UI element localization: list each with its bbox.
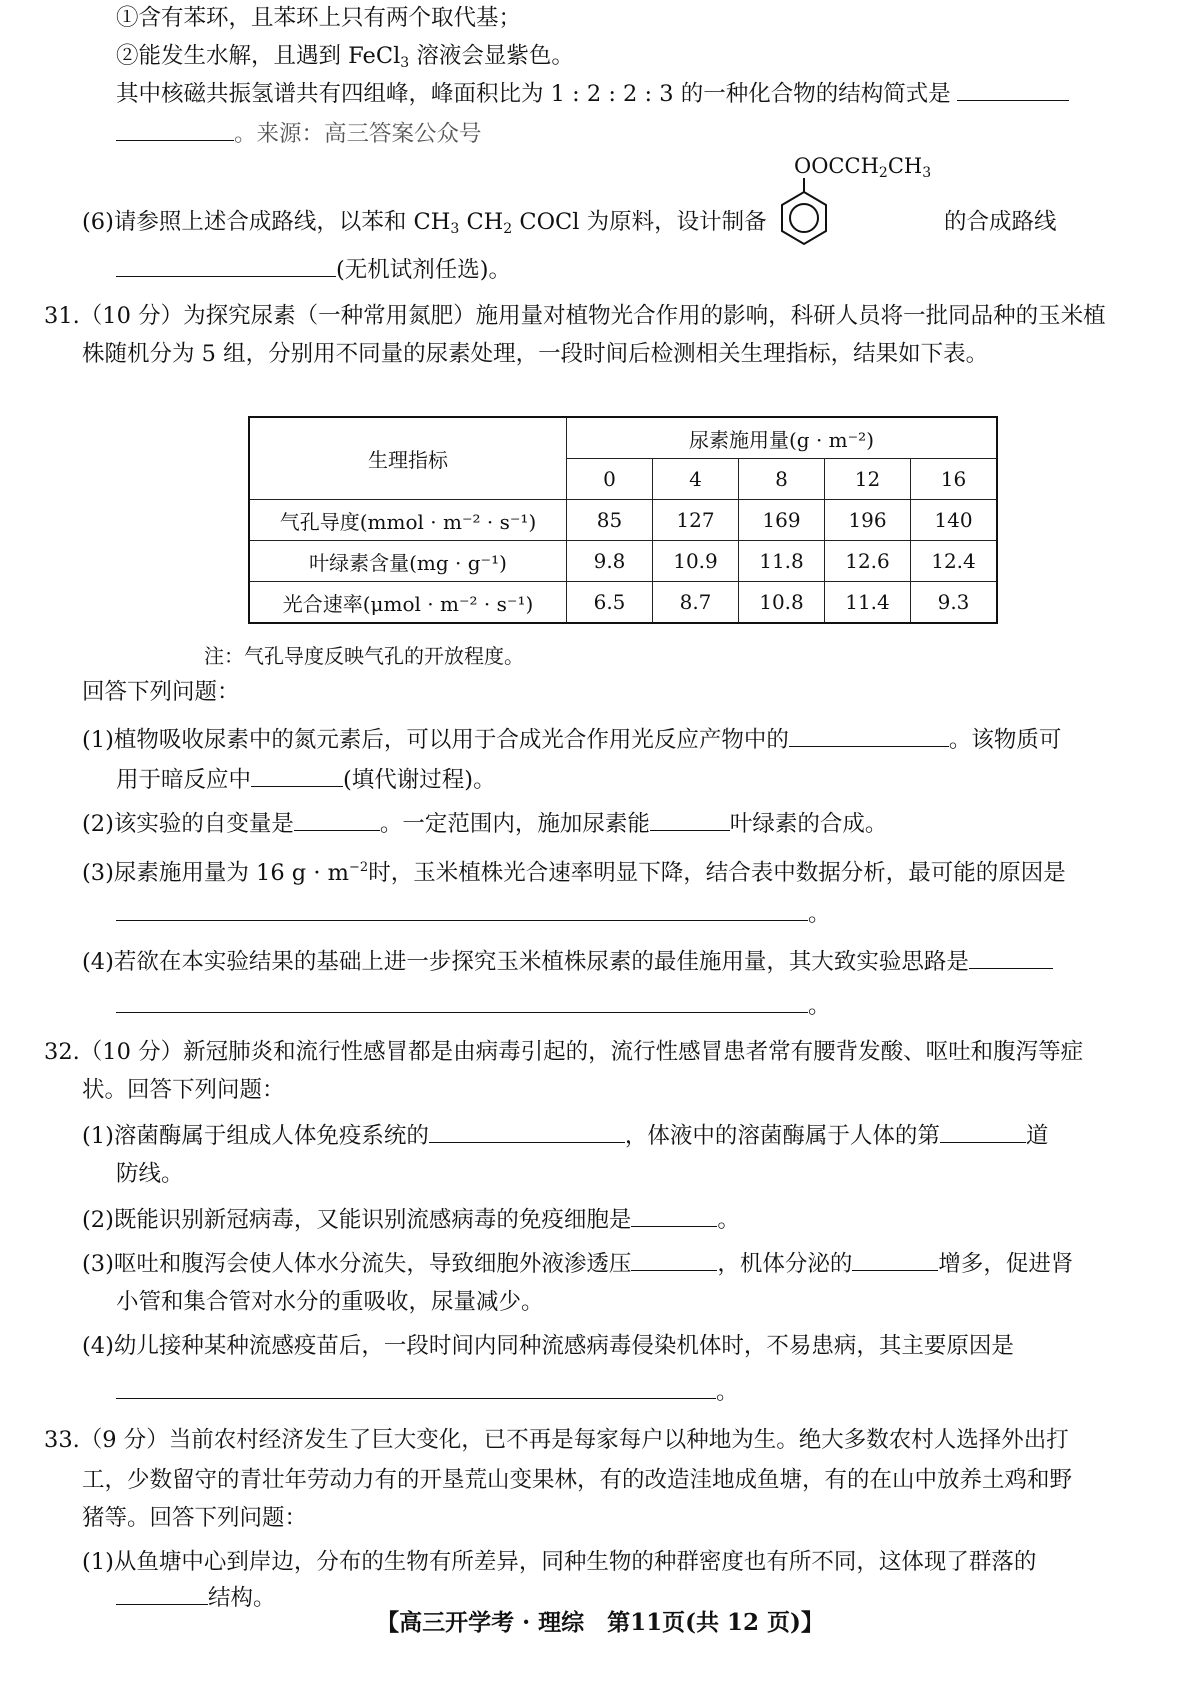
dose-cell: 4 (653, 459, 739, 500)
value-cell: 8.7 (653, 582, 739, 624)
q6-sub: 2 (503, 221, 513, 237)
dose-cell: 16 (911, 459, 998, 500)
value-cell: 11.8 (739, 541, 825, 582)
answer-blank[interactable] (116, 252, 336, 277)
period: 。 (808, 993, 831, 1019)
answer-blank[interactable] (957, 76, 1069, 101)
q32-part1-cont: 防线。 (116, 1161, 184, 1187)
value-cell: 9.3 (911, 582, 998, 624)
q32-part2 (82, 1202, 740, 1236)
value-cell: 196 (825, 500, 911, 541)
answer-blank[interactable] (789, 722, 949, 747)
answer-blank[interactable] (116, 1580, 208, 1605)
condition-2-text: ②能发生水解，且遇到 FeCl (116, 43, 401, 69)
q31-part2-text: 叶绿素的合成。 (729, 811, 888, 837)
q31-part2-text: (2)该实验的自变量是 (82, 811, 294, 837)
value-cell: 140 (911, 500, 998, 541)
q31-part2 (82, 806, 887, 840)
value-cell: 6.5 (567, 582, 653, 624)
value-cell: 10.8 (739, 582, 825, 624)
table-col-header: 尿素施用量(g · m⁻²) (567, 417, 998, 459)
q33-stem-line2: 工，少数留守的青壮年劳动力有的开垦荒山变果林，有的改造洼地成鱼塘，有的在山中放养土鸡和野 (82, 1467, 1073, 1493)
answer-blank[interactable] (251, 762, 343, 787)
answer-blank[interactable] (969, 944, 1053, 969)
answer-blank[interactable] (852, 1246, 938, 1271)
q31-part3-text: (3)尿素施用量为 16 g · m (82, 860, 350, 886)
q33-stem-line1: 33.（9 分）当前农村经济发生了巨大变化，已不再是每家每户以种地为生。绝大多数农村人选择外出打 (44, 1427, 1069, 1453)
q31-part4-answer (116, 988, 831, 1022)
q32-part3-text: (3)呕吐和腹泻会使人体水分流失，导致细胞外液渗透压 (82, 1251, 632, 1277)
q31-part1 (82, 722, 1061, 756)
period: 。 (808, 901, 831, 927)
answer-blank[interactable] (650, 806, 730, 831)
q33-stem-line3: 猪等。回答下列问题： (82, 1505, 308, 1531)
q32-part3-cont: 小管和集合管对水分的重吸收，尿量减少。 (116, 1289, 544, 1315)
row-label: 气孔导度(mmol · m⁻² · s⁻¹) (249, 500, 567, 541)
q31-part3-text: 时，玉米植株光合速率明显下降，结合表中数据分析，最可能的原因是 (368, 860, 1066, 886)
answer-blank[interactable] (631, 1202, 717, 1227)
nmr-question-text: 其中核磁共振氢谱共有四组峰，峰面积比为 1 : 2 : 2 : 3 的一种化合物的结构简式是 (116, 81, 951, 107)
answer-blank[interactable] (116, 116, 234, 141)
q6-text: (6)请参照上述合成路线，以苯和 CH (82, 209, 451, 235)
q31-stem-line2: 株随机分为 5 组，分别用不同量的尿素处理，一段时间后检测相关生理指标，结果如下表。 (82, 341, 989, 367)
q6-text: CH (459, 209, 504, 235)
dose-cell: 12 (825, 459, 911, 500)
q32-part1-text: 道 (1025, 1123, 1049, 1149)
table-note: 注：气孔导度反映气孔的开放程度。 (204, 644, 524, 668)
table-row (249, 582, 997, 624)
substituent-sub: 2 (878, 165, 888, 181)
q32-part1 (82, 1118, 1048, 1152)
q6-tail: (无机试剂任选)。 (336, 257, 512, 283)
condition-2 (116, 40, 574, 79)
q32-stem-line2: 状。回答下列问题： (82, 1077, 285, 1103)
q31-part2-text: 。一定范围内，施加尿素能 (379, 811, 650, 837)
q6-stem (82, 206, 767, 245)
answer-blank[interactable] (116, 896, 808, 921)
answer-blank[interactable] (940, 1118, 1026, 1143)
source-text: 。来源：高三答案公众号 (234, 121, 482, 147)
q32-part3-text: 增多，促进肾 (938, 1251, 1074, 1277)
nmr-question (116, 76, 1069, 110)
q32-part4-answer (116, 1374, 739, 1408)
q32-part1-text: (1)溶菌酶属于组成人体免疫系统的 (82, 1123, 429, 1149)
condition-2-subscript: 3 (400, 55, 410, 71)
q32-part1-text: ，体液中的溶菌酶属于人体的第 (624, 1123, 940, 1149)
q31-part3-sup: −2 (349, 860, 369, 875)
q31-part1-text: 用于暗反应中 (116, 767, 252, 793)
urea-data-table (248, 416, 998, 624)
q33-part1-text: 结构。 (208, 1585, 276, 1611)
q31-part1-text: (1)植物吸收尿素中的氮元素后，可以用于合成光合作用光反应产物中的 (82, 727, 789, 753)
condition-2-tail: 溶液会显紫色。 (409, 43, 574, 69)
q31-part3 (82, 852, 1066, 889)
value-cell: 9.8 (567, 541, 653, 582)
value-cell: 169 (739, 500, 825, 541)
q31-part1-cont (116, 762, 496, 796)
table-row (249, 500, 997, 541)
q6-text: COCl 为原料，设计制备 (512, 209, 767, 235)
substituent-sub: 3 (922, 165, 932, 181)
dose-cell: 0 (567, 459, 653, 500)
q32-part2-text: 。 (717, 1207, 740, 1233)
answer-intro: 回答下列问题： (82, 679, 240, 705)
period: 。 (716, 1379, 739, 1405)
q31-part1-text: (填代谢过程)。 (343, 767, 496, 793)
q32-part3 (82, 1246, 1073, 1280)
table-row-header: 生理指标 (249, 417, 567, 500)
q32-part2-text: (2)既能识别新冠病毒，又能识别流感病毒的免疫细胞是 (82, 1207, 632, 1233)
q31-stem-line1: 31.（10 分）为探究尿素（一种常用氮肥）施用量对植物光合作用的影响，科研人员将一批同品种的玉米植 (44, 303, 1106, 329)
source-line (116, 116, 482, 150)
answer-blank[interactable] (294, 806, 380, 831)
row-label: 光合速率(μmol · m⁻² · s⁻¹) (249, 582, 567, 624)
value-cell: 10.9 (653, 541, 739, 582)
q6-stem-tail: 的合成路线 (944, 209, 1057, 235)
page-footer: 【高三开学考 · 理综 第11页(共 12 页)】 (376, 1609, 824, 1636)
q32-stem-line1: 32.（10 分）新冠肺炎和流行性感冒都是由病毒引起的，流行性感冒患者常有腰背发酸、呕吐和腹泻等症 (44, 1039, 1084, 1065)
row-label: 叶绿素含量(mg · g⁻¹) (249, 541, 567, 582)
q31-part4-text: (4)若欲在本实验结果的基础上进一步探究玉米植株尿素的最佳施用量，其大致实验思路是 (82, 949, 969, 975)
q31-part1-text: 。该物质可 (948, 727, 1062, 753)
q31-part4 (82, 944, 1053, 978)
substituent-text: OOCCH (794, 154, 879, 178)
value-cell: 11.4 (825, 582, 911, 624)
answer-blank[interactable] (116, 988, 808, 1013)
table-row (249, 541, 997, 582)
answer-blank[interactable] (631, 1246, 717, 1271)
condition-1: ①含有苯环，且苯环上只有两个取代基； (116, 5, 522, 31)
q33-part1: (1)从鱼塘中心到岸边，分布的生物有所差异，同种生物的种群密度也有所不同，这体现了群落的 (82, 1549, 1037, 1575)
value-cell: 127 (653, 500, 739, 541)
q6-answer-line (116, 252, 511, 286)
value-cell: 12.4 (911, 541, 998, 582)
value-cell: 12.6 (825, 541, 911, 582)
dose-cell: 8 (739, 459, 825, 500)
q6-sub: 3 (450, 221, 460, 237)
q31-part3-answer (116, 896, 831, 930)
q32-part4: (4)幼儿接种某种流感疫苗后，一段时间内同种流感病毒侵染机体时，不易患病，其主要原因是 (82, 1333, 1014, 1359)
substituent-text: CH (887, 154, 923, 178)
benzene-ring-structure (770, 178, 850, 258)
q32-part3-text: ，机体分泌的 (717, 1251, 853, 1277)
answer-blank[interactable] (429, 1118, 625, 1143)
answer-blank[interactable] (116, 1374, 716, 1399)
value-cell: 85 (567, 500, 653, 541)
